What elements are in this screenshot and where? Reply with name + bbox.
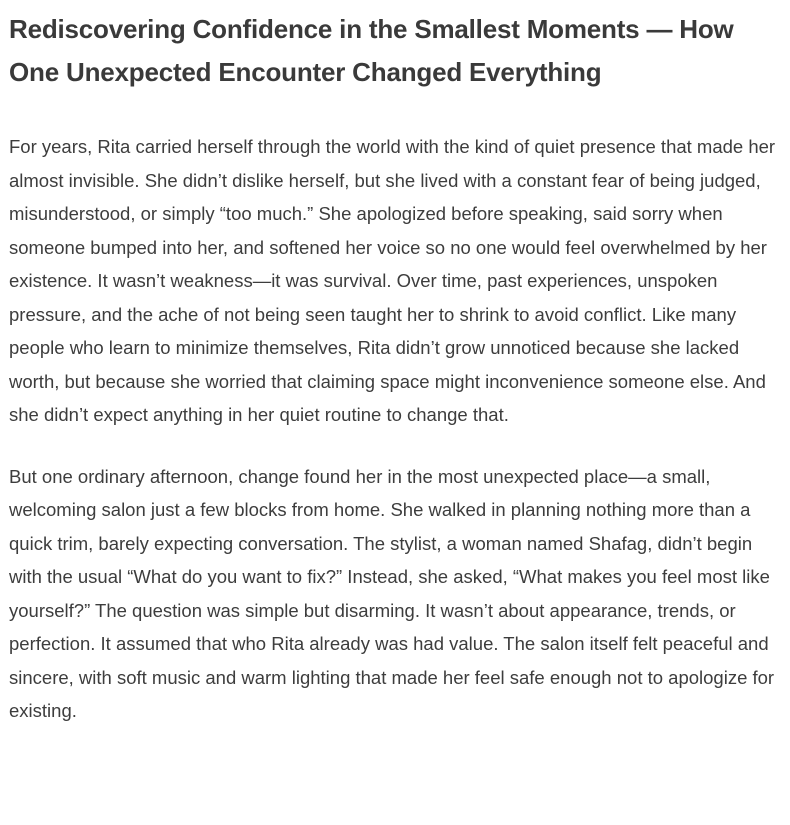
article-paragraph: But one ordinary afternoon, change found her in the most unexpected place—a small, welcoming salon just a few blocks from home. She walked in planning nothing more than a quick trim, barely expecting conversation. The stylist, a woman named Shafag, didn’t begin with the usual “What do you want to fix?” Instead, she asked, “What makes you feel most like yourself?” The question was simple but disarming. It wasn’t about appearance, trends, or perfection. It assumed that who Rita already was had value. The salon itself felt peaceful and sincere, with soft music and warm lighting that made her feel safe enough not to apologize for existing. bbox=[9, 465, 775, 721]
article bbox=[9, 0, 779, 728]
article-title: Rediscovering Confidence in the Smallest Moments — How One Unexpected Encounter Changed Everything bbox=[9, 14, 734, 87]
article-paragraph: For years, Rita carried herself through the world with the kind of quiet presence that made her almost invisible. She didn’t dislike herself, but she lived with a constant fear of being judged, misunderstood, or simply “too much.” She apologized before speaking, said sorry when someone bumped into her, and softened her voice so no one would feel overwhelmed by her existence. It wasn’t weakness—it was survival. Over time, past experiences, unspoken pressure, and the ache of not being seen taught her to shrink to avoid conflict. Like many people who learn to minimize themselves, Rita didn’t grow unnoticed because she lacked worth, but because she worried that claiming space might inconvenience someone else. And she didn’t expect anything in her quiet routine to change that. bbox=[9, 136, 776, 425]
